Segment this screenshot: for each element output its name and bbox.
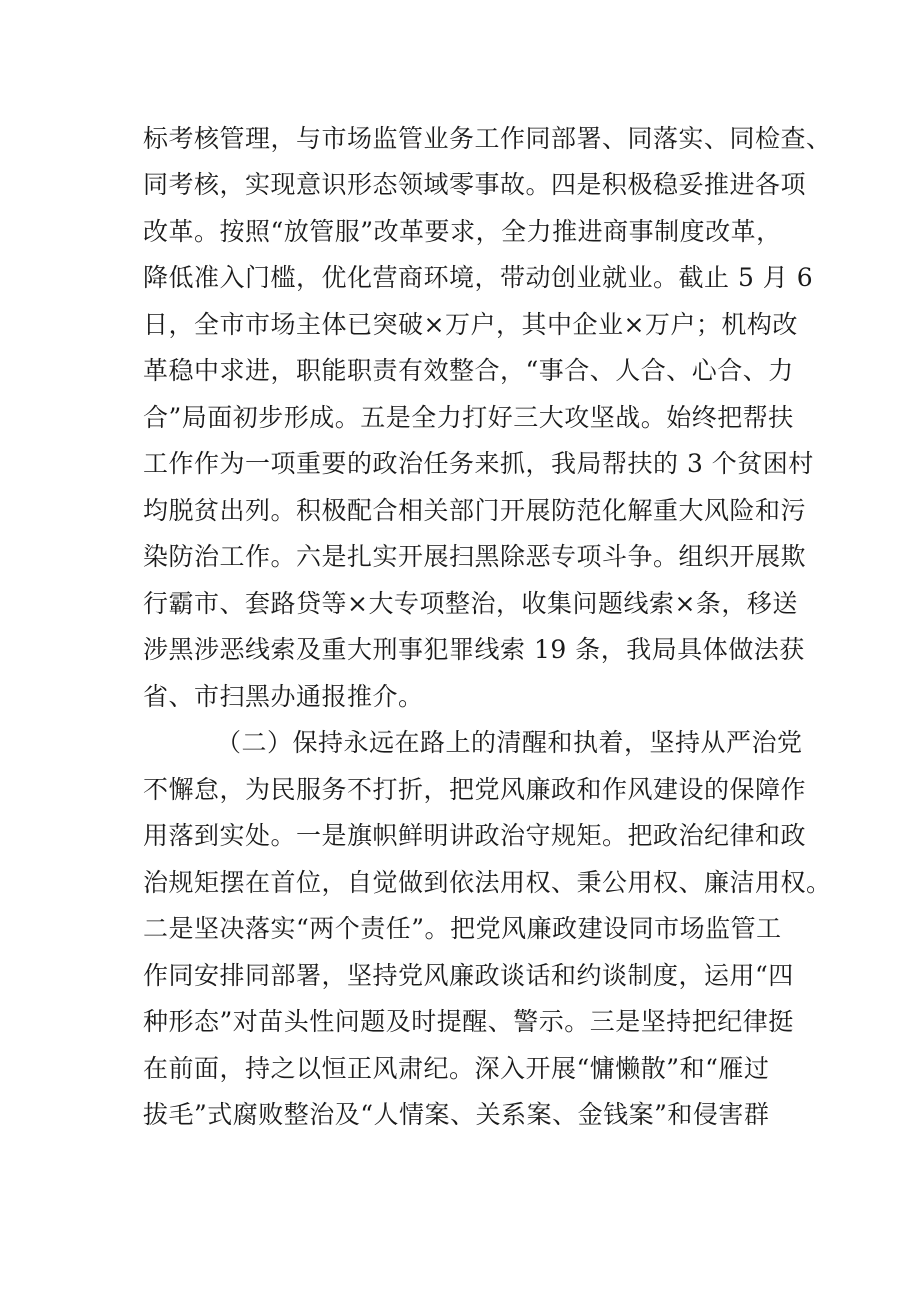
- text-line: 拔毛”式腐败整治及“人情案、关系案、金钱案”和侵害群: [143, 1100, 770, 1129]
- text-line: 改革。按照“放管服”改革要求，全力推进商事制度改革，: [143, 217, 782, 246]
- text-line: 涉黑涉恶线索及重大刑事犯罪线索 19 条，我局具体做法获: [143, 635, 805, 664]
- text-line: 用落到实处。一是旗帜鲜明讲政治守规矩。把政治纪律和政: [143, 821, 807, 850]
- text-line: 二是坚决落实“两个责任”。把党风廉政建设同市场监管工: [143, 914, 782, 943]
- text-line: 在前面，持之以恒正风肃纪。深入开展“慵懒散”和“雁过: [143, 1054, 770, 1083]
- text-line: 日，全市市场主体已突破×万户，其中企业×万户；机构改: [143, 310, 798, 339]
- text-line: 标考核管理，与市场监管业务工作同部署、同落实、同检查、: [143, 124, 832, 153]
- text-line: 不懈怠，为民服务不打折，把党风廉政和作风建设的保障作: [143, 775, 807, 804]
- text-line: 种形态”对苗头性问题及时提醒、警示。三是坚持把纪律挺: [143, 1007, 794, 1036]
- section-heading-line: （二）保持永远在路上的清醒和执着，坚持从严治党: [216, 728, 803, 757]
- text-line: 治规矩摆在首位，自觉做到依法用权、秉公用权、廉洁用权。: [143, 868, 832, 897]
- text-line: 行霸市、套路贷等×大专项整治，收集问题线索×条，移送: [143, 589, 798, 618]
- text-line: 同考核，实现意识形态领域零事故。四是积极稳妥推进各项: [143, 170, 807, 199]
- text-line: 省、市扫黑办通报推介。: [143, 682, 424, 711]
- text-line: 作同安排同部署，坚持党风廉政谈话和约谈制度，运用“四: [143, 961, 794, 990]
- text-line: 染防治工作。六是扎实开展扫黑除恶专项斗争。组织开展欺: [143, 542, 807, 571]
- text-line: 合”局面初步形成。五是全力打好三大攻坚战。始终把帮扶: [143, 403, 794, 432]
- text-line: 革稳中求进，职能职责有效整合，“事合、人合、心合、力: [143, 356, 794, 385]
- text-line: 降低准入门槛，优化营商环境，带动创业就业。截止 5 月 6: [143, 263, 814, 292]
- text-line: 均脱贫出列。积极配合相关部门开展防范化解重大风险和污: [143, 496, 807, 525]
- text-line: 工作作为一项重要的政治任务来抓，我局帮扶的 3 个贫困村: [143, 449, 814, 478]
